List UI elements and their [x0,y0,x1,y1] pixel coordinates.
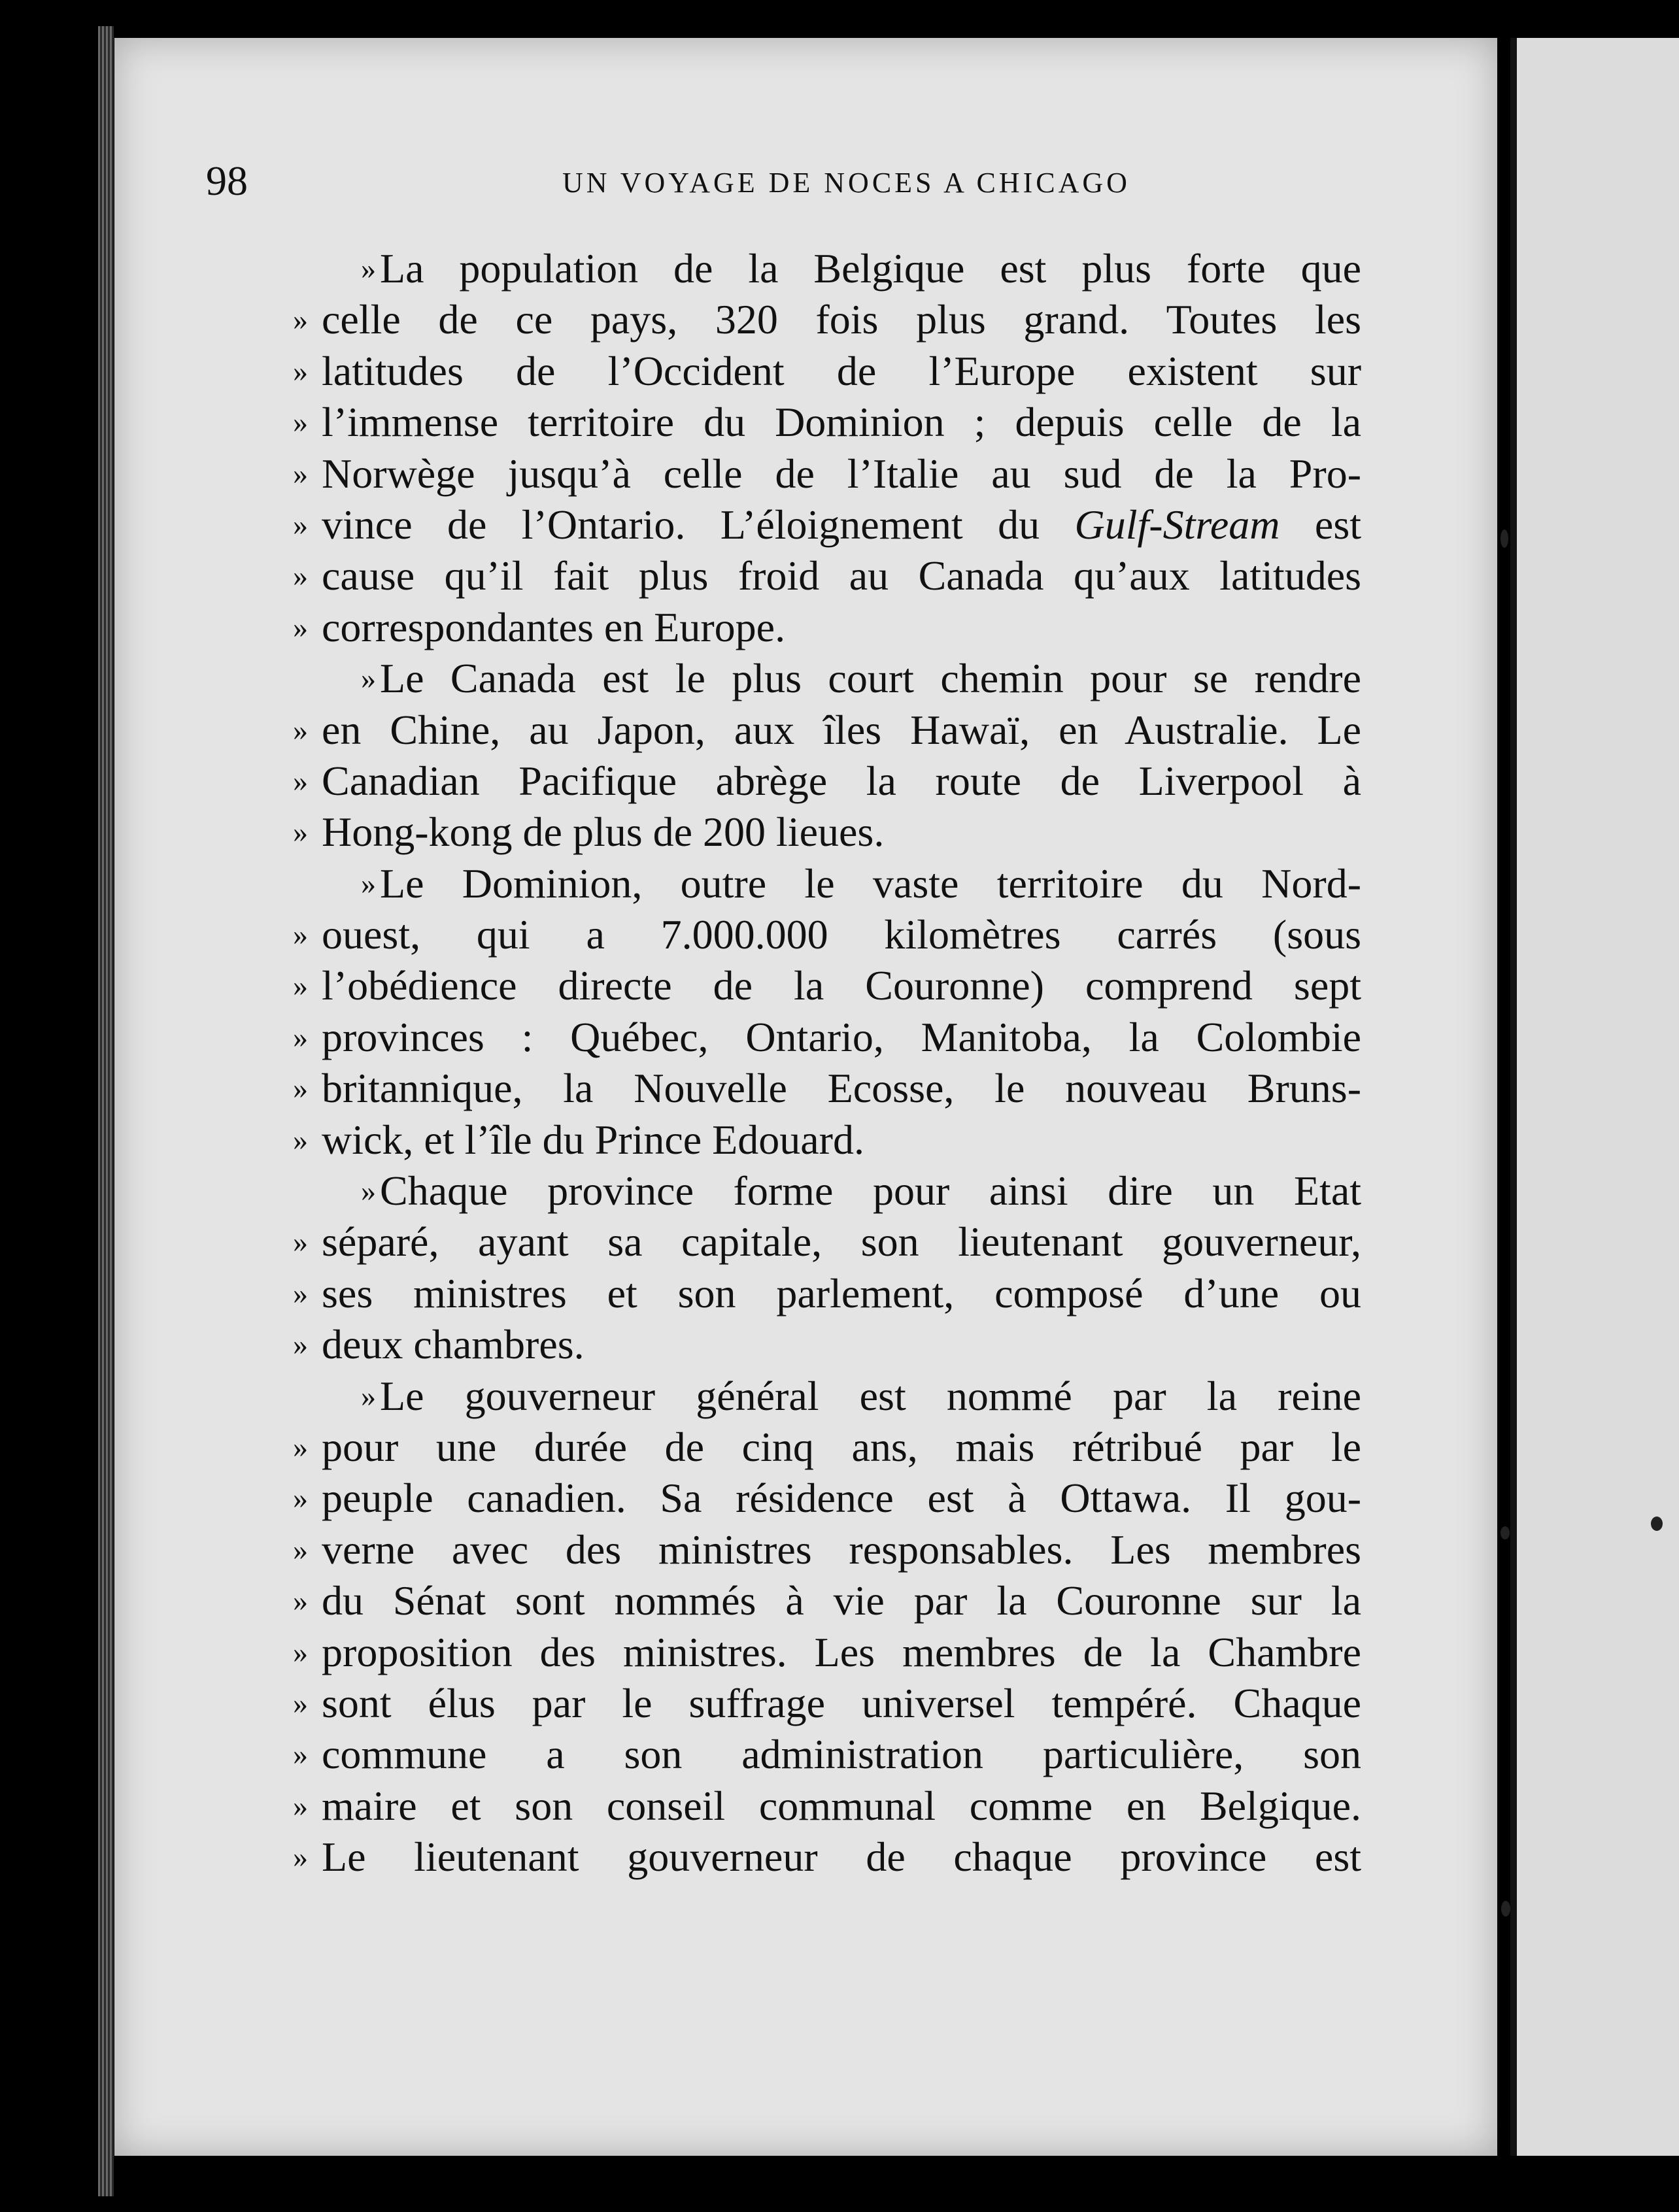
line-text: britannique, la Nouvelle Ecosse, le nouveau Bruns- [322,1065,1361,1112]
line-text: Le Dominion, outre le vaste territoire du Nord- [380,860,1361,907]
text-line [293,448,1361,499]
text-line [293,499,1362,550]
quote-mark: » [293,1635,308,1669]
text-line [293,1114,1361,1165]
quote-mark: » [361,866,376,900]
line-text: latitudes de l’Occident de l’Europe existent sur [322,347,1361,394]
quote-mark: » [361,252,376,285]
quote-mark: » [293,815,308,849]
text-line [293,346,1361,397]
text-line [293,294,1361,345]
line-text: Le gouverneur général est nommé par la reine [380,1372,1361,1419]
text-line [293,1627,1361,1678]
running-header [206,157,1370,216]
line-text: en Chine, au Japon, aux îles Hawaï, en Australie. Le [322,706,1361,753]
quote-mark: » [293,456,308,490]
line-text: l’obédience directe de la Couronne) comprend sept [322,962,1361,1009]
running-title: UN VOYAGE DE NOCES A CHICAGO [562,167,1130,199]
line-text: ses ministres et son parlement, composé d’une ou [322,1269,1361,1316]
quote-mark: » [293,507,308,541]
line-text: Norwège jusqu’à celle de l’Italie au sud de la Pro- [322,450,1361,497]
text-line [293,1729,1361,1780]
quote-mark: » [361,1379,376,1413]
line-text: ouest, qui a 7.000.000 kilomètres carrés (sous [322,911,1361,958]
quote-mark: » [293,1481,308,1515]
text-line [293,909,1361,960]
quote-mark: » [293,1532,308,1566]
line-text: Hong-kong de plus de 200 lieues. [322,809,885,856]
text-line [293,397,1361,448]
text-line [293,1012,1361,1063]
quote-mark: » [293,1584,308,1618]
text-line [322,1165,1361,1216]
quote-mark: » [293,1737,308,1771]
quote-mark: » [293,969,308,1003]
text-line [293,807,1361,858]
line-text: sont élus par le suffrage universel tempéré. Chaque [322,1679,1361,1726]
line-text: verne avec des ministres responsables. Les membres [322,1526,1361,1573]
line-text: La population de la Belgique est plus forte que [380,245,1361,292]
line-text-after: est [1280,501,1362,548]
text-line [293,1319,1361,1370]
adjacent-page-edge [1510,38,1679,2156]
quote-mark: » [361,662,376,695]
quote-mark: » [293,1020,308,1054]
text-line [293,1678,1361,1729]
line-text: proposition des ministres. Les membres de la Chambre [322,1628,1361,1675]
line-text: deux chambres. [322,1321,585,1368]
quote-mark: » [293,405,308,439]
text-line [293,756,1361,807]
line-text: peuple canadien. Sa résidence est à Ottawa. Il gou- [322,1475,1361,1522]
quote-mark: » [293,918,308,952]
text-line [293,1524,1361,1575]
line-text: Chaque province forme pour ainsi dire un Etat [380,1167,1361,1215]
text-line [293,1781,1361,1832]
page-number: 98 [206,158,248,204]
quote-mark: » [293,1840,308,1874]
line-text: Le Canada est le plus court chemin pour se rendre [380,655,1361,702]
text-line [293,550,1361,601]
line-text: du Sénat sont nommés à vie par la Couronne sur la [322,1577,1361,1624]
text-line [322,243,1361,294]
line-text: Le lieutenant gouverneur de chaque province est [322,1834,1361,1881]
scan-speck [1501,529,1508,548]
line-text: correspondantes en Europe. [322,603,786,650]
italic-term: Gulf-Stream [1074,501,1280,548]
line-text: Canadian Pacifique abrège la route de Liverpool à [322,757,1361,804]
quote-mark: » [293,1430,308,1464]
quote-mark: » [293,354,308,388]
line-text: provinces : Québec, Ontario, Manitoba, la Colombie [322,1013,1361,1060]
text-line [293,1473,1361,1524]
quote-mark: » [293,1328,308,1362]
quote-mark: » [293,1122,308,1156]
line-text: celle de ce pays, 320 fois plus grand. Toutes les [322,296,1361,343]
quote-mark: » [293,763,308,797]
text-line [293,1832,1361,1883]
quote-mark: » [293,1071,308,1105]
text-line [322,1371,1361,1422]
quote-mark: » [293,1225,308,1259]
text-line [322,653,1361,704]
body-text [293,243,1362,1883]
quote-mark: » [293,1788,308,1822]
text-line [293,602,1361,653]
quote-mark: » [293,610,308,644]
text-line [293,1575,1361,1626]
quote-mark: » [293,712,308,746]
text-line [293,960,1361,1011]
book-binding-edge [98,26,114,2196]
quote-mark: » [293,1276,308,1310]
line-text: pour une durée de cinq ans, mais rétribué par le [322,1423,1361,1470]
scan-speck [1651,1517,1663,1531]
line-text: commune a son administration particulière, son [322,1731,1361,1778]
scan-speck [1501,1901,1510,1917]
line-text: l’immense territoire du Dominion ; depuis celle de la [322,399,1361,446]
line-text: maire et son conseil communal comme en Belgique. [322,1782,1361,1829]
line-text: vince de l’Ontario. L’éloignement du [322,501,1075,548]
text-line [293,1422,1361,1473]
quote-mark: » [361,1174,376,1208]
text-line [322,858,1361,909]
text-line [293,1063,1361,1114]
scan-speck [1501,1526,1510,1539]
line-text: wick, et l’île du Prince Edouard. [322,1116,864,1163]
text-line [293,1216,1361,1267]
quote-mark: » [293,559,308,593]
text-line [293,1268,1361,1319]
line-text: cause qu’il fait plus froid au Canada qu’aux latitudes [322,552,1361,599]
text-line [293,705,1361,756]
quote-mark: » [293,1686,308,1720]
quote-mark: » [293,303,308,337]
line-text: séparé, ayant sa capitale, son lieutenant gouverneur, [322,1218,1361,1265]
